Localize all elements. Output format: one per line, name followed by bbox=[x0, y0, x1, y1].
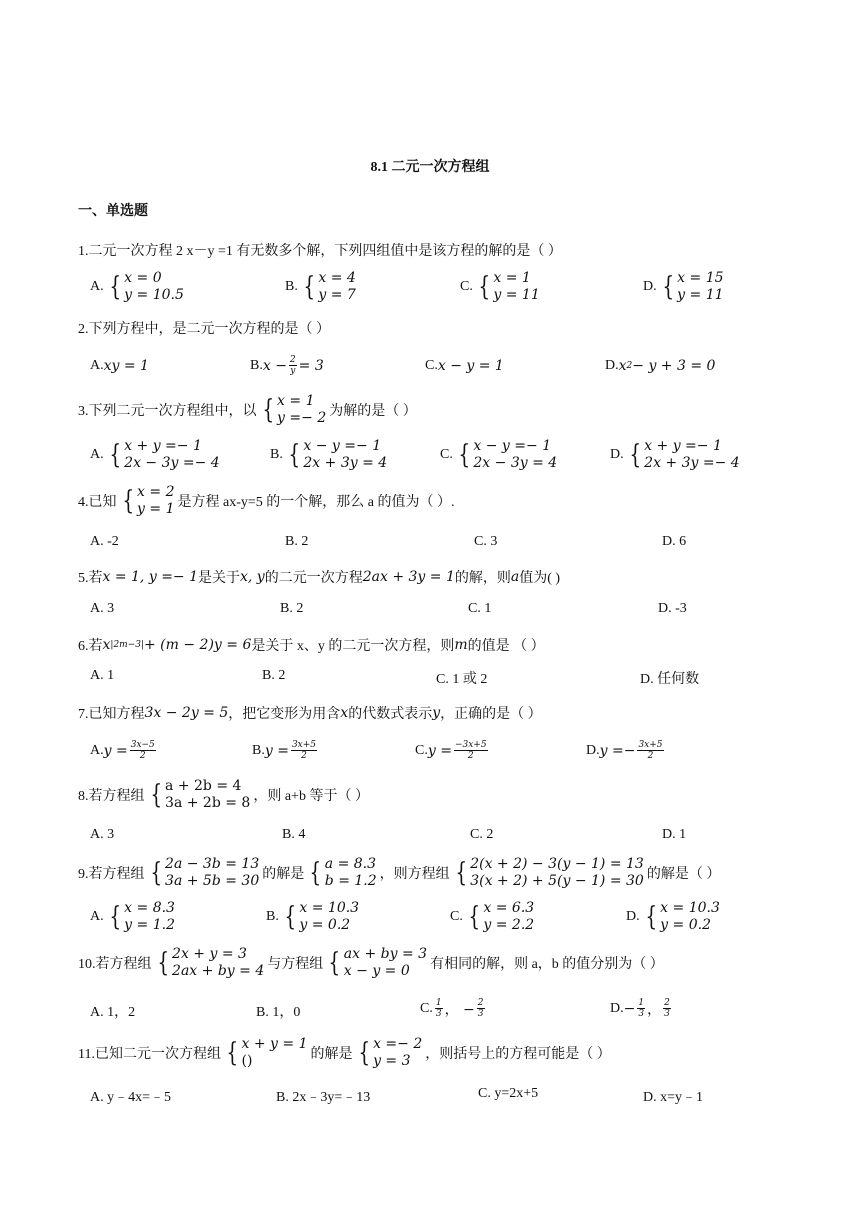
system-line: y = 7 bbox=[318, 287, 356, 303]
equation-system: { x = 15 y = 11 bbox=[662, 270, 724, 303]
q6-option-d[interactable]: D. 任何数 bbox=[640, 672, 700, 687]
math-expression: y = bbox=[427, 742, 452, 759]
option-label: C. bbox=[450, 909, 463, 924]
numerator: 2 bbox=[477, 998, 484, 1008]
stem-text: 的解是 bbox=[262, 867, 305, 882]
system-line: 2ax + by = 4 bbox=[172, 963, 265, 979]
system-line: y = 10.5 bbox=[124, 287, 184, 303]
stem-text: 8.若方程组 bbox=[78, 789, 145, 804]
math-expression: = 3 bbox=[298, 357, 324, 374]
q4-option-a[interactable]: A. -2 bbox=[90, 534, 119, 549]
system-line: x + y = 1 bbox=[241, 1036, 308, 1052]
option-label: C. bbox=[440, 447, 453, 462]
question-5-stem bbox=[78, 567, 560, 587]
q11-option-b[interactable]: B. 2x﹣3y=﹣13 bbox=[276, 1090, 371, 1105]
question-4-stem bbox=[78, 484, 455, 518]
equation-system: { x = 1 y =− 2 bbox=[261, 393, 327, 426]
system-line: y = 1 bbox=[137, 501, 175, 517]
q3-option-b[interactable] bbox=[270, 438, 390, 472]
denominator: 2 bbox=[647, 751, 654, 761]
stem-text: 与方程组 bbox=[267, 957, 324, 972]
math-expression: y =− bbox=[599, 742, 636, 759]
option-label: C. bbox=[420, 1000, 433, 1016]
system-line: x = 4 bbox=[318, 270, 356, 286]
math-expression: xy = 1 bbox=[103, 358, 149, 374]
q4-option-d[interactable]: D. 6 bbox=[662, 534, 687, 549]
denominator: 2 bbox=[139, 751, 146, 761]
q7-option-a[interactable] bbox=[90, 740, 158, 761]
option-label: A. bbox=[90, 279, 104, 294]
option-label: B. bbox=[252, 742, 265, 758]
system-line: x = 1 bbox=[493, 270, 531, 286]
math-expression: a bbox=[510, 569, 520, 585]
system-line: 2a − 3b = 13 bbox=[165, 856, 260, 872]
q1-option-d[interactable] bbox=[643, 270, 727, 304]
stem-text: 5.若 bbox=[78, 571, 103, 586]
stem-text: 的解是 bbox=[310, 1047, 353, 1062]
math-expression: x bbox=[618, 358, 627, 374]
stem-text: 3.下列二元一次方程组中，以 bbox=[78, 404, 257, 419]
question-8-stem bbox=[78, 778, 369, 812]
q6-option-c[interactable]: C. 1 或 2 bbox=[436, 672, 488, 687]
fraction bbox=[663, 998, 671, 1019]
denominator: 3 bbox=[664, 1009, 670, 1019]
system-line: 3(x + 2) + 5(y − 1) = 30 bbox=[470, 873, 644, 889]
equation-system: { x + y = 1 () bbox=[226, 1036, 308, 1069]
stem-text: 的值是 （ ） bbox=[467, 639, 545, 654]
equation-system: { x = 0 y = 10.5 bbox=[109, 270, 184, 303]
q1-option-c[interactable] bbox=[460, 270, 543, 304]
system-line: x =− 2 bbox=[373, 1036, 423, 1052]
math-expression: y bbox=[432, 705, 441, 721]
q7-option-c[interactable] bbox=[415, 740, 490, 761]
q3-option-a[interactable] bbox=[90, 438, 223, 472]
system-line: () bbox=[241, 1053, 253, 1069]
system-line: y = 1.2 bbox=[124, 917, 175, 933]
option-label: A. bbox=[90, 447, 104, 462]
stem-text: 4.已知 bbox=[78, 495, 117, 510]
q11-option-d[interactable]: D. x=y﹣1 bbox=[643, 1090, 704, 1105]
q11-option-a[interactable]: A. y﹣4x=﹣5 bbox=[90, 1090, 172, 1105]
q2-option-b[interactable] bbox=[250, 355, 324, 376]
numerator: 1 bbox=[638, 998, 645, 1008]
question-11-stem bbox=[78, 1036, 611, 1070]
system-line: a = 8.3 bbox=[324, 856, 377, 872]
option-label: B. bbox=[250, 357, 263, 373]
system-line: b = 1.2 bbox=[324, 873, 377, 889]
fraction bbox=[454, 740, 488, 761]
q8-option-a[interactable]: A. 3 bbox=[90, 827, 115, 842]
system-line: y = 3 bbox=[373, 1053, 411, 1069]
equation-system: { 2x + y = 3 2ax + by = 4 bbox=[156, 946, 265, 979]
numerator: 3x+5 bbox=[291, 740, 317, 750]
equation-system: { x = 4 y = 7 bbox=[303, 270, 356, 303]
equation-system: { x = 2 y = 1 bbox=[121, 484, 175, 517]
system-line: x = 15 bbox=[677, 270, 724, 286]
system-line: 2x + 3y = 4 bbox=[303, 455, 388, 471]
stem-text: ，正确的是（ ） bbox=[440, 707, 542, 722]
stem-text: 的解，则 bbox=[454, 571, 511, 586]
stem-text: 有相同的解，则 a，b 的值分别为（ ） bbox=[430, 957, 664, 972]
stem-text: 11.已知二元一次方程组 bbox=[78, 1047, 221, 1062]
q8-option-b[interactable]: B. 4 bbox=[282, 827, 306, 842]
equation-system: { x − y =− 1 2x − 3y = 4 bbox=[458, 438, 558, 471]
system-line: 2x + y = 3 bbox=[172, 946, 247, 962]
separator: ， − bbox=[444, 1001, 475, 1018]
question-3-stem bbox=[78, 393, 417, 427]
section-heading: 一、单选题 bbox=[78, 204, 148, 219]
stem-text: 是关于 x、y 的二元一次方程，则 bbox=[251, 639, 455, 654]
math-expression: x bbox=[340, 705, 349, 721]
q6-option-b[interactable]: B. 2 bbox=[262, 668, 286, 683]
q10-option-c[interactable] bbox=[420, 998, 487, 1019]
fraction bbox=[637, 998, 645, 1019]
option-label: A. bbox=[90, 358, 104, 373]
question-6-stem bbox=[78, 635, 545, 655]
option-label: D. bbox=[610, 447, 624, 462]
equation-system: { x =− 2 y = 3 bbox=[357, 1036, 423, 1069]
system-line: y = 11 bbox=[493, 287, 540, 303]
math-expression: x − bbox=[262, 357, 287, 374]
math-expression: x bbox=[102, 637, 111, 653]
question-9-stem bbox=[78, 856, 720, 890]
math-expression: − bbox=[623, 1000, 636, 1017]
equation-system: { x = 10.3 y = 0.2 bbox=[645, 900, 720, 933]
stem-text: 7.已知方程 bbox=[78, 707, 145, 722]
q9-option-a[interactable] bbox=[90, 900, 178, 934]
exponent: |2m−3| bbox=[110, 640, 144, 650]
q9-option-d[interactable] bbox=[626, 900, 723, 934]
system-line: ax + by = 3 bbox=[343, 946, 428, 962]
option-label: D. bbox=[586, 742, 600, 758]
stem-text: 9.若方程组 bbox=[78, 867, 145, 882]
equation-system: { x = 10.3 y = 0.2 bbox=[284, 900, 360, 933]
system-line: 2x − 3y = 4 bbox=[473, 455, 558, 471]
q8-option-c[interactable]: C. 2 bbox=[470, 827, 494, 842]
question-7-stem bbox=[78, 703, 542, 723]
numerator: 3x+5 bbox=[638, 740, 663, 750]
system-line: y =− 2 bbox=[277, 410, 327, 426]
math-expression: 2ax + 3y = 1 bbox=[362, 569, 455, 585]
system-line: x = 10.3 bbox=[660, 900, 720, 916]
system-line: x + y =− 1 bbox=[124, 438, 202, 454]
math-expression: y = bbox=[264, 742, 289, 759]
math-expression: x = 1, y =− 1 bbox=[102, 569, 199, 585]
option-label: D. bbox=[605, 358, 619, 373]
system-line: y = 0.2 bbox=[299, 917, 351, 933]
question-10-stem bbox=[78, 946, 664, 980]
system-line: 2x − 3y =− 4 bbox=[124, 455, 220, 471]
q7-option-b[interactable] bbox=[252, 740, 319, 761]
q6-option-a[interactable]: A. 1 bbox=[90, 668, 115, 683]
math-expression: m bbox=[454, 637, 468, 653]
stem-text: 是关于 bbox=[198, 571, 241, 586]
option-label: B. bbox=[266, 909, 279, 924]
option-label: B. bbox=[285, 279, 298, 294]
fraction bbox=[435, 998, 443, 1019]
numerator: 2 bbox=[664, 998, 670, 1008]
stem-text: 是方程 ax-y=5 的一个解，那么 a 的值为（ ）. bbox=[177, 495, 455, 510]
system-line: 2x + 3y =− 4 bbox=[644, 455, 740, 471]
system-line: x = 8.3 bbox=[124, 900, 175, 916]
system-line: x = 10.3 bbox=[299, 900, 360, 916]
equation-system: { 2a − 3b = 13 3a + 5b = 30 bbox=[149, 856, 260, 889]
q2-option-c[interactable] bbox=[425, 358, 504, 374]
q4-option-c[interactable]: C. 3 bbox=[474, 534, 498, 549]
option-label: C. bbox=[460, 279, 473, 294]
system-line: 3a + 2b = 8 bbox=[165, 795, 251, 811]
numerator: 2 bbox=[289, 355, 296, 365]
option-label: D. bbox=[610, 1000, 624, 1016]
page-title: 8.1 二元一次方程组 bbox=[370, 160, 490, 175]
q10-option-d[interactable] bbox=[610, 998, 673, 1019]
q9-option-c[interactable] bbox=[450, 900, 537, 934]
equation-system: { 2(x + 2) − 3(y − 1) = 13 3(x + 2) + 5(y − 1) = 30 bbox=[455, 856, 644, 889]
separator: ， bbox=[647, 1001, 662, 1018]
fraction bbox=[637, 740, 663, 761]
fraction bbox=[477, 998, 485, 1019]
math-expression: y = bbox=[103, 742, 128, 759]
stem-text: ，则方程组 bbox=[379, 867, 450, 882]
q10-option-a[interactable]: A. 1，2 bbox=[90, 1005, 136, 1020]
math-expression: x − y = 1 bbox=[437, 358, 504, 374]
stem-text: ，则 a+b 等于（ ） bbox=[253, 789, 369, 804]
denominator: y bbox=[290, 366, 296, 376]
fraction bbox=[130, 740, 156, 761]
denominator: 2 bbox=[467, 751, 474, 761]
equation-system: { x + y =− 1 2x − 3y =− 4 bbox=[109, 438, 220, 471]
stem-text: 的解是（ ） bbox=[646, 867, 721, 882]
system-line: y = 2.2 bbox=[483, 917, 535, 933]
denominator: 3 bbox=[435, 1009, 442, 1019]
stem-text: 值为( ) bbox=[519, 571, 561, 586]
q8-option-d[interactable]: D. 1 bbox=[662, 827, 687, 842]
system-line: x − y =− 1 bbox=[303, 438, 382, 454]
stem-text: 为解的是（ ） bbox=[329, 404, 417, 419]
denominator: 2 bbox=[301, 751, 307, 761]
equation-system: { a = 8.3 b = 1.2 bbox=[309, 856, 377, 889]
system-line: 2(x + 2) − 3(y − 1) = 13 bbox=[470, 856, 644, 872]
equation-system: { x = 6.3 y = 2.2 bbox=[468, 900, 535, 933]
option-label: A. bbox=[90, 909, 104, 924]
q1-option-a[interactable] bbox=[90, 270, 187, 304]
equation-system: { x − y =− 1 2x + 3y = 4 bbox=[288, 438, 388, 471]
denominator: 3 bbox=[638, 1009, 645, 1019]
q2-option-a[interactable] bbox=[90, 358, 149, 374]
stem-text: 的二元一次方程 bbox=[264, 571, 363, 586]
fraction bbox=[291, 740, 317, 761]
numerator: 1 bbox=[435, 998, 442, 1008]
option-label: B. bbox=[270, 447, 283, 462]
q10-option-b[interactable]: B. 1，0 bbox=[256, 1005, 301, 1020]
system-line: x = 1 bbox=[277, 393, 315, 409]
equation-system: { x + y =− 1 2x + 3y =− 4 bbox=[629, 438, 740, 471]
exponent: 2 bbox=[626, 361, 633, 371]
stem-text: 的代数式表示 bbox=[348, 707, 433, 722]
option-label: C. bbox=[415, 742, 428, 758]
q11-option-c[interactable]: C. y=2x+5 bbox=[478, 1086, 539, 1101]
q5-option-d[interactable]: D. -3 bbox=[658, 601, 687, 616]
system-line: x = 6.3 bbox=[483, 900, 535, 916]
equation-system: { a + 2b = 4 3a + 2b = 8 bbox=[149, 778, 251, 811]
system-line: y = 0.2 bbox=[660, 917, 711, 933]
stem-text: ，把它变形为用含 bbox=[228, 707, 341, 722]
q5-option-c[interactable]: C. 1 bbox=[468, 601, 492, 616]
question-2-stem: 2.下列方程中，是二元一次方程的是（ ） bbox=[78, 322, 330, 337]
q7-option-d[interactable] bbox=[586, 740, 666, 761]
option-label: A. bbox=[90, 742, 104, 758]
math-expression: 3x − 2y = 5 bbox=[144, 705, 229, 721]
numerator: −3x+5 bbox=[454, 740, 487, 750]
system-line: 3a + 5b = 30 bbox=[165, 873, 260, 889]
equation-system: { x = 8.3 y = 1.2 bbox=[109, 900, 175, 933]
q2-option-d[interactable] bbox=[605, 358, 715, 374]
math-expression: + (m − 2)y = 6 bbox=[144, 637, 252, 653]
numerator: 3x−5 bbox=[130, 740, 155, 750]
system-line: x = 2 bbox=[137, 484, 175, 500]
system-line: x + y =− 1 bbox=[644, 438, 722, 454]
option-label: D. bbox=[643, 279, 657, 294]
q5-option-b[interactable]: B. 2 bbox=[280, 601, 304, 616]
stem-text: 6.若 bbox=[78, 639, 103, 654]
system-line: a + 2b = 4 bbox=[165, 778, 242, 794]
q1-option-b[interactable] bbox=[285, 270, 359, 304]
math-expression: x, y bbox=[240, 569, 265, 585]
fraction bbox=[289, 355, 297, 376]
math-expression: − y + 3 = 0 bbox=[632, 358, 716, 374]
q3-option-d[interactable] bbox=[610, 438, 743, 472]
stem-text: ，则括号上的方程可能是（ ） bbox=[425, 1047, 611, 1062]
system-line: x − y = 0 bbox=[343, 963, 410, 979]
stem-text: 10.若方程组 bbox=[78, 957, 152, 972]
system-line: x − y =− 1 bbox=[473, 438, 552, 454]
option-label: C. bbox=[425, 358, 438, 373]
question-1-stem: 1.二元一次方程 2 x－y =1 有无数多个解，下列四组值中是该方程的解的是（ ） bbox=[78, 244, 562, 259]
q5-option-a[interactable]: A. 3 bbox=[90, 601, 115, 616]
equation-system: { x = 1 y = 11 bbox=[478, 270, 540, 303]
system-line: x = 0 bbox=[124, 270, 162, 286]
system-line: y = 11 bbox=[677, 287, 724, 303]
option-label: D. bbox=[626, 909, 640, 924]
equation-system: { ax + by = 3 x − y = 0 bbox=[328, 946, 428, 979]
q4-option-b[interactable]: B. 2 bbox=[285, 534, 309, 549]
q3-option-c[interactable] bbox=[440, 438, 560, 472]
q9-option-b[interactable] bbox=[266, 900, 362, 934]
denominator: 3 bbox=[477, 1009, 484, 1019]
